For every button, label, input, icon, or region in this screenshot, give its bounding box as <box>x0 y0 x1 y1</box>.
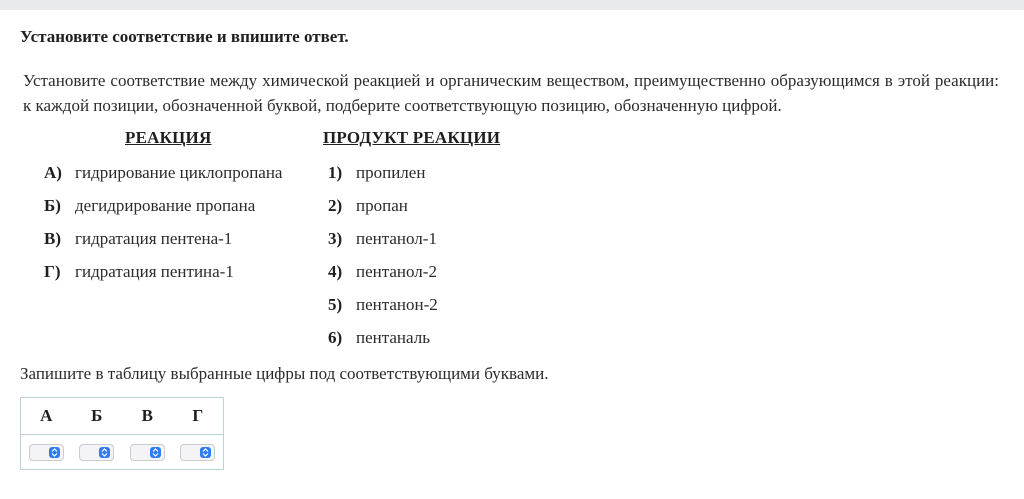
select-arrows-icon <box>150 447 161 458</box>
reaction-item-g <box>44 262 234 282</box>
answer-cell-g <box>173 444 224 461</box>
reaction-mark: Г) <box>44 262 61 281</box>
answer-header-v: В <box>141 406 153 425</box>
product-item-6 <box>328 328 430 348</box>
product-item-5 <box>328 295 438 315</box>
reaction-item-b <box>44 196 255 216</box>
product-text: пентаналь <box>356 328 430 347</box>
product-mark: 1) <box>328 163 343 182</box>
product-item-1 <box>328 163 425 183</box>
reaction-text: гидратация пентина-1 <box>75 262 234 281</box>
answer-select-b[interactable] <box>79 444 114 461</box>
answer-select-a[interactable] <box>29 444 64 461</box>
answer-header-a: А <box>40 406 53 425</box>
product-item-2 <box>328 196 408 216</box>
reaction-mark: В) <box>44 229 61 248</box>
reaction-mark: Б) <box>44 196 61 215</box>
product-mark: 6) <box>328 328 343 347</box>
product-mark: 2) <box>328 196 343 215</box>
reaction-mark: А) <box>44 163 62 182</box>
answer-instruction: Запишите в таблицу выбранные цифры под соответствующими буквами. <box>20 364 549 383</box>
product-text: пентанол-2 <box>356 262 437 281</box>
answer-cell-b <box>72 444 123 461</box>
product-mark: 4) <box>328 262 343 281</box>
answer-header-g: Г <box>192 406 204 425</box>
product-item-3 <box>328 229 437 249</box>
top-bar <box>0 0 1024 10</box>
product-text: пентанон-2 <box>356 295 438 314</box>
reaction-text: гидратация пентена-1 <box>75 229 233 248</box>
reaction-column-header: РЕАКЦИЯ <box>125 128 212 147</box>
select-arrows-icon <box>99 447 110 458</box>
task-text: Установите соответствие между химической реакцией и органическим веществом, преимущественно образующимся в этой реакции: к каждой позиции, обозначенной буквой, подберите соответствующую позицию, обозначенную цифрой. <box>23 71 999 115</box>
task-title: Установите соответствие и впишите ответ. <box>20 27 349 46</box>
answer-cell-a <box>21 444 72 461</box>
reaction-text: дегидрирование пропана <box>75 196 256 215</box>
answer-table <box>20 397 224 470</box>
select-arrows-icon <box>200 447 211 458</box>
reaction-item-a <box>44 163 282 183</box>
product-column-header: ПРОДУКТ РЕАКЦИИ <box>323 128 501 147</box>
answer-cell-v <box>122 444 173 461</box>
answer-header-b: Б <box>91 406 103 425</box>
product-mark: 5) <box>328 295 343 314</box>
answer-table-input-row <box>21 435 223 470</box>
product-text: пропан <box>356 196 408 215</box>
product-text: пропилен <box>356 163 426 182</box>
answer-table-header-row <box>21 398 223 435</box>
reaction-item-v <box>44 229 232 249</box>
reaction-text: гидрирование циклопропана <box>75 163 283 182</box>
product-mark: 3) <box>328 229 343 248</box>
product-item-4 <box>328 262 437 282</box>
answer-select-v[interactable] <box>130 444 165 461</box>
select-arrows-icon <box>49 447 60 458</box>
product-text: пентанол-1 <box>356 229 437 248</box>
answer-select-g[interactable] <box>180 444 215 461</box>
